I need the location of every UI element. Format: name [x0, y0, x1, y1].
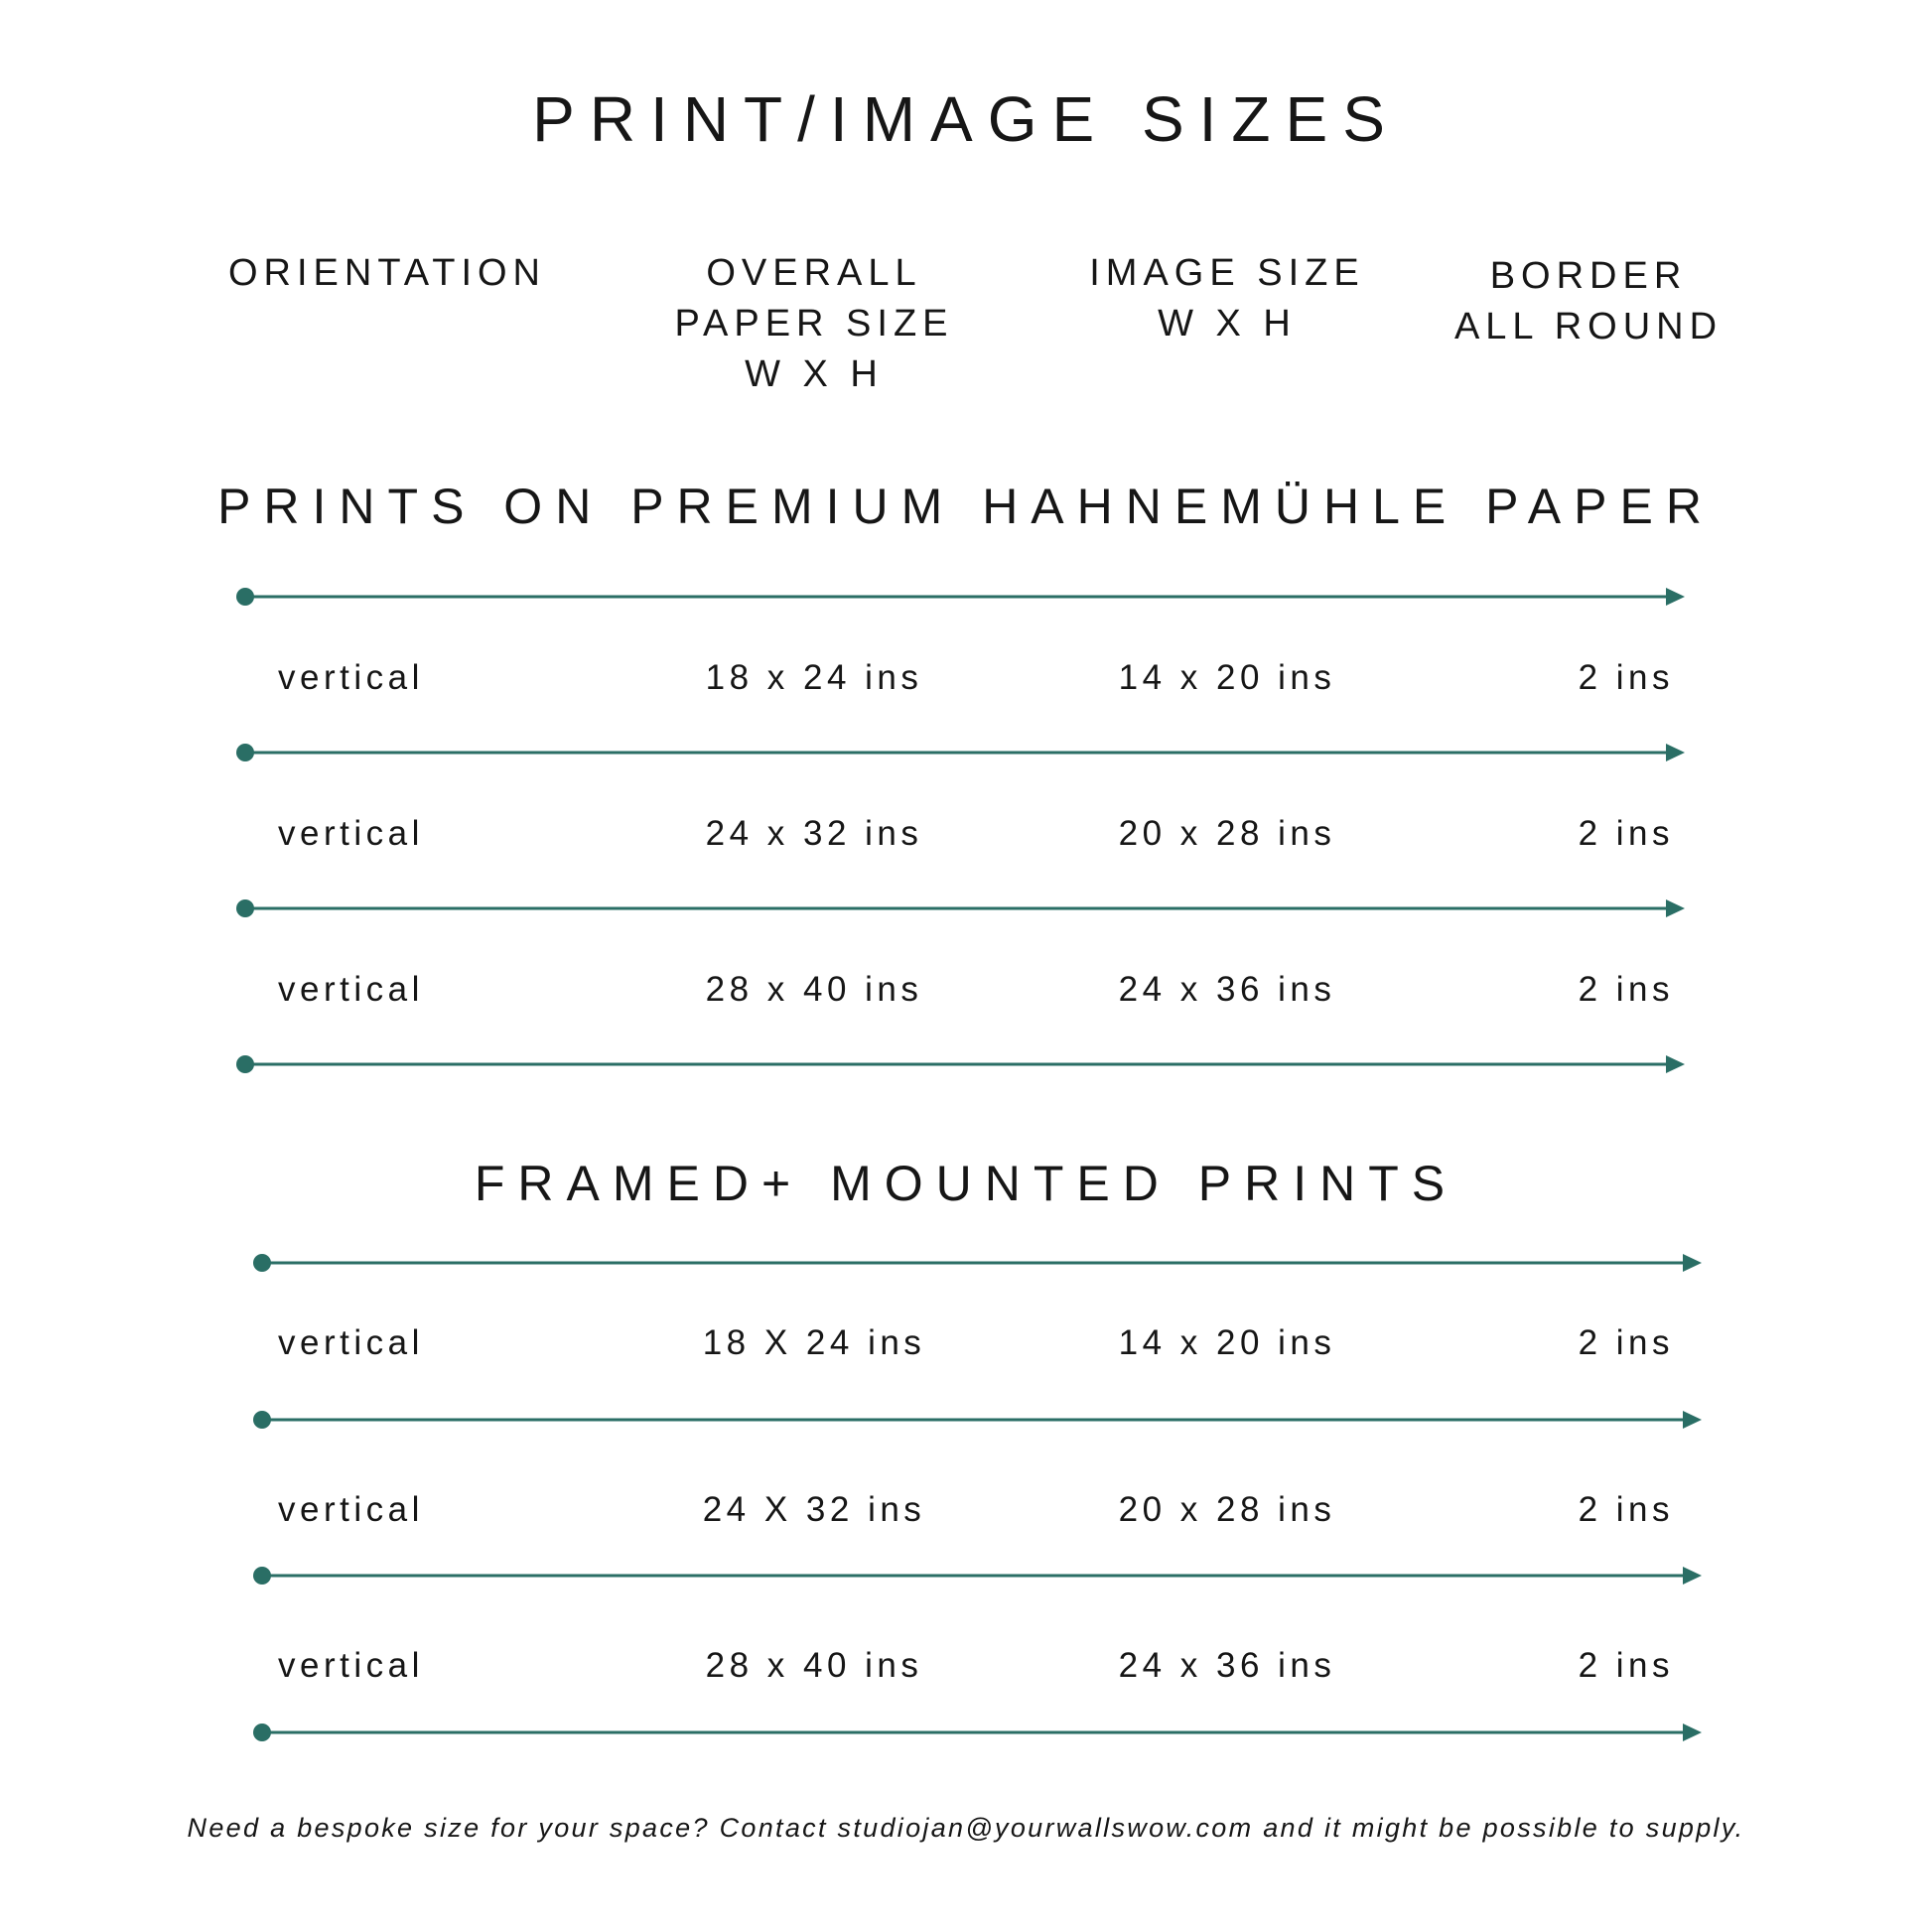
table-cell-paper-size: 18 x 24 ins: [705, 658, 923, 697]
table-cell-paper-size: 28 x 40 ins: [705, 970, 923, 1009]
table-cell-image-size: 20 x 28 ins: [1118, 814, 1336, 853]
table-cell-orientation: vertical: [278, 970, 424, 1009]
table-cell-orientation: vertical: [278, 1646, 424, 1685]
arrow-divider: [236, 899, 1685, 917]
table-cell-orientation: vertical: [278, 1323, 424, 1362]
table-cell-orientation: vertical: [278, 814, 424, 853]
table-cell-image-size: 14 x 20 ins: [1118, 658, 1336, 697]
arrow-divider: [253, 1254, 1702, 1272]
column-header-line: ORIENTATION: [227, 252, 547, 294]
table-cell-image-size: 24 x 36 ins: [1118, 1646, 1336, 1685]
column-header-line: OVERALL: [706, 252, 922, 294]
table-cell-orientation: vertical: [278, 1490, 424, 1529]
column-header-line: ALL ROUND: [1453, 306, 1724, 347]
table-cell-image-size: 20 x 28 ins: [1118, 1490, 1336, 1529]
footer-note: Need a bespoke size for your space? Contact studiojan@yourwallswow.com and it might be possible to supply.: [187, 1813, 1745, 1843]
column-header-line: IMAGE SIZE: [1089, 252, 1365, 294]
column-header-line: BORDER: [1489, 255, 1688, 297]
table-cell-orientation: vertical: [278, 658, 424, 697]
table-cell-border: 2 ins: [1578, 658, 1674, 697]
column-header-line: PAPER SIZE: [674, 303, 954, 345]
table-cell-image-size: 14 x 20 ins: [1118, 1323, 1336, 1362]
table-cell-border: 2 ins: [1578, 1646, 1674, 1685]
page-title: PRINT/IMAGE SIZES: [532, 83, 1400, 155]
table-cell-image-size: 24 x 36 ins: [1118, 970, 1336, 1009]
column-header-line: W X H: [745, 353, 884, 395]
table-cell-border: 2 ins: [1578, 970, 1674, 1009]
table-cell-paper-size: 28 x 40 ins: [705, 1646, 923, 1685]
table-cell-paper-size: 18 X 24 ins: [702, 1323, 926, 1362]
arrow-divider: [236, 1055, 1685, 1073]
arrow-divider: [236, 588, 1685, 606]
arrow-divider: [253, 1724, 1702, 1741]
table-cell-border: 2 ins: [1578, 1490, 1674, 1529]
table-cell-border: 2 ins: [1578, 1323, 1674, 1362]
table-cell-paper-size: 24 x 32 ins: [705, 814, 923, 853]
section-title-framed-mounted: FRAMED+ MOUNTED PRINTS: [474, 1156, 1458, 1211]
arrow-divider: [253, 1567, 1702, 1585]
table-cell-border: 2 ins: [1578, 814, 1674, 853]
arrow-divider: [236, 744, 1685, 761]
arrow-divider: [253, 1411, 1702, 1429]
section-title-hahnemuhle: PRINTS ON PREMIUM HAHNEMÜHLE PAPER: [217, 479, 1715, 534]
table-cell-paper-size: 24 X 32 ins: [702, 1490, 926, 1529]
column-header-line: W X H: [1158, 303, 1297, 345]
